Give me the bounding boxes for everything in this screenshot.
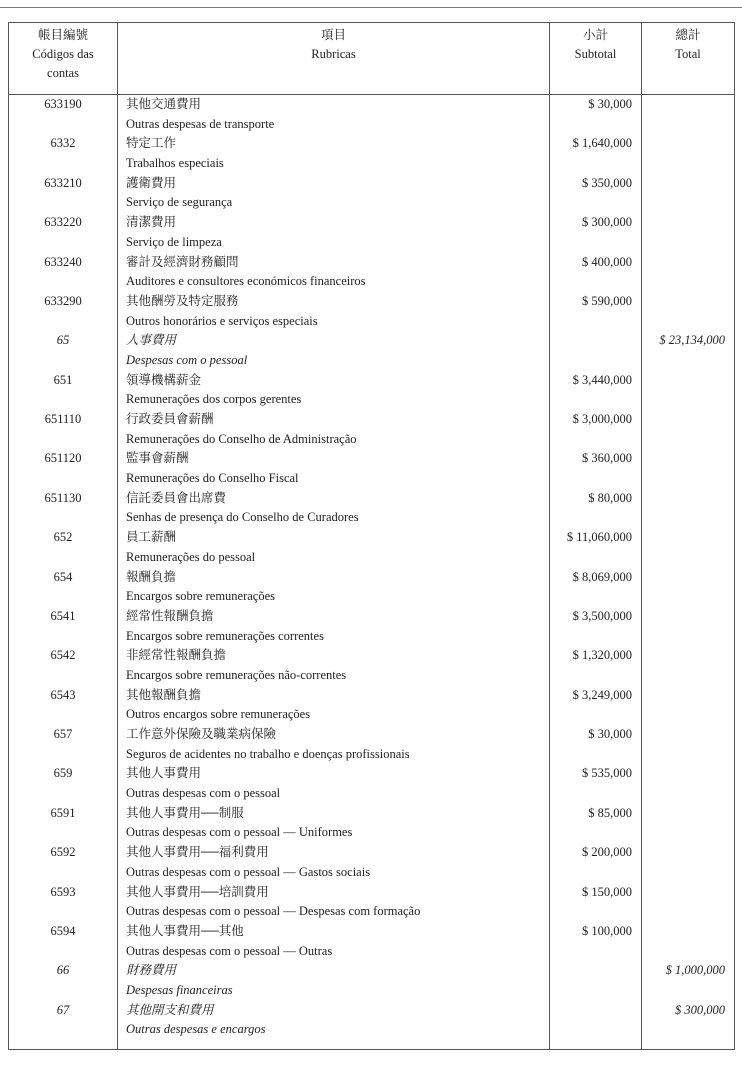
subtotal-cell (550, 213, 642, 252)
header-code-zh: 帳目編號 (37, 28, 88, 42)
total-cell (642, 686, 735, 725)
rubric-pt: Auditores e consultores económicos financeiros (126, 274, 366, 289)
rubric-zh: 人事費用 (126, 333, 177, 348)
subtotal-value: $ 80,000 (588, 490, 632, 505)
subtotal-cell (550, 922, 642, 961)
subtotal-value: $ 3,249,000 (572, 687, 632, 702)
rubric-zh: 財務費用 (126, 963, 177, 978)
header-subtotal (550, 23, 642, 95)
table-row (9, 1001, 735, 1050)
rubric-pt: Encargos sobre remunerações (126, 589, 276, 604)
account-code: 6541 (50, 608, 76, 623)
account-code: 6332 (50, 136, 76, 151)
rubric-cell (118, 371, 550, 410)
subtotal-cell (550, 489, 642, 528)
total-value (642, 843, 725, 863)
table-row (9, 489, 735, 528)
subtotal-cell (550, 410, 642, 449)
subtotal-cell (550, 174, 642, 213)
rubric-zh: 其他人事費用──制服 (126, 805, 244, 820)
total-value (642, 568, 725, 588)
account-code-cell (9, 528, 118, 567)
total-value (642, 607, 725, 627)
total-value (642, 646, 725, 666)
account-code: 659 (53, 766, 73, 781)
total-cell (642, 568, 735, 607)
table-row (9, 686, 735, 725)
rubric-zh: 護衛費用 (126, 175, 177, 190)
subtotal-cell (550, 883, 642, 922)
table-row (9, 95, 735, 135)
rubric-cell (118, 607, 550, 646)
account-code-cell (9, 686, 118, 725)
rubric-pt: Outras despesas com o pessoal — Outras (126, 943, 333, 958)
total-value (642, 686, 725, 706)
total-cell (642, 134, 735, 173)
table-row (9, 410, 735, 449)
rubric-zh: 其他人事費用──福利費用 (126, 845, 269, 860)
header-code (9, 23, 118, 95)
account-code-cell (9, 410, 118, 449)
subtotal-cell (550, 528, 642, 567)
header-rubricas (118, 23, 550, 95)
rubric-cell (118, 764, 550, 803)
rubric-pt: Trabalhos especiais (126, 156, 224, 171)
rubric-pt: Serviço de segurança (126, 195, 233, 210)
account-code: 65 (56, 333, 70, 348)
subtotal-cell (550, 1001, 642, 1050)
rubric-cell (118, 1001, 550, 1050)
subtotal-value: $ 200,000 (582, 845, 632, 860)
rubric-zh: 其他人事費用 (126, 766, 202, 781)
total-cell (642, 804, 735, 843)
total-value (642, 410, 725, 430)
total-value (642, 213, 725, 233)
rubric-pt: Remunerações do pessoal (126, 549, 256, 564)
subtotal-cell (550, 764, 642, 803)
subtotal-value: $ 150,000 (582, 884, 632, 899)
table-header (9, 23, 735, 95)
subtotal-cell (550, 134, 642, 173)
table-row (9, 568, 735, 607)
total-value (642, 764, 725, 784)
total-cell (642, 253, 735, 292)
total-value (642, 174, 725, 194)
table-row (9, 922, 735, 961)
rubric-pt: Outras despesas com o pessoal — Uniformes (126, 825, 353, 840)
account-code: 651120 (44, 451, 82, 466)
subtotal-value: $ 8,069,000 (572, 569, 632, 584)
total-value (642, 883, 725, 903)
account-code: 651110 (44, 412, 82, 426)
table-row (9, 213, 735, 252)
rubric-pt: Encargos sobre remunerações correntes (126, 628, 324, 643)
subtotal-value: $ 1,640,000 (572, 136, 632, 151)
total-cell (642, 922, 735, 961)
total-value (642, 253, 725, 273)
subtotal-cell (550, 95, 642, 135)
account-code-cell (9, 725, 118, 764)
subtotal-value: $ 535,000 (582, 766, 632, 781)
subtotal-value: $ 3,000,000 (572, 412, 632, 426)
subtotal-value (550, 1001, 632, 1021)
table-row (9, 764, 735, 803)
account-code-cell (9, 331, 118, 370)
subtotal-cell (550, 961, 642, 1000)
rubric-zh: 監事會薪酬 (126, 451, 189, 466)
rubric-zh: 其他酬勞及特定服務 (126, 293, 239, 308)
rubric-cell (118, 725, 550, 764)
account-code: 654 (53, 569, 73, 584)
total-value (642, 922, 725, 942)
table-row (9, 725, 735, 764)
total-cell (642, 607, 735, 646)
subtotal-cell (550, 646, 642, 685)
total-cell (642, 646, 735, 685)
account-code-cell (9, 253, 118, 292)
rubric-pt: Outras despesas e encargos (126, 1022, 266, 1037)
table-row (9, 253, 735, 292)
account-code: 67 (56, 1002, 70, 1017)
total-cell (642, 883, 735, 922)
rubric-pt: Remunerações do Conselho Fiscal (126, 471, 299, 486)
total-value (642, 528, 725, 548)
total-cell (642, 371, 735, 410)
total-cell (642, 95, 735, 135)
rubric-zh: 其他開支和費用 (126, 1002, 214, 1017)
rubric-cell (118, 528, 550, 567)
rubric-pt: Encargos sobre remunerações não-correntes (126, 667, 347, 682)
subtotal-value: $ 590,000 (582, 293, 632, 308)
rubric-cell (118, 410, 550, 449)
total-value: $ 23,134,000 (659, 333, 725, 348)
subtotal-cell (550, 725, 642, 764)
table-row (9, 646, 735, 685)
rubric-pt: Despesas com o pessoal (126, 352, 248, 367)
accounts-table (8, 22, 735, 1050)
table-row (9, 528, 735, 567)
account-code-cell (9, 764, 118, 803)
rubric-zh: 員工薪酬 (126, 530, 177, 545)
rubric-pt: Outras despesas de transporte (126, 116, 275, 131)
rubric-zh: 清潔費用 (126, 215, 177, 230)
table-row (9, 449, 735, 488)
rubric-cell (118, 95, 550, 135)
table-row (9, 883, 735, 922)
table-row (9, 961, 735, 1000)
rubric-pt: Outros encargos sobre remunerações (126, 707, 311, 722)
rubric-zh: 非經常性報酬負擔 (126, 648, 227, 663)
account-code-cell (9, 922, 118, 961)
table-row (9, 134, 735, 173)
total-cell (642, 292, 735, 331)
account-code: 6543 (50, 687, 76, 702)
account-code-cell (9, 646, 118, 685)
account-code-cell (9, 1001, 118, 1050)
rubric-cell (118, 292, 550, 331)
rubric-cell (118, 843, 550, 882)
account-code: 633240 (44, 254, 82, 269)
rubric-zh: 其他交通費用 (126, 97, 202, 111)
subtotal-value: $ 3,440,000 (572, 372, 632, 387)
rubric-zh: 信託委員會出席費 (126, 490, 227, 505)
subtotal-value: $ 85,000 (588, 805, 632, 820)
rubric-zh: 報酬負擔 (126, 569, 177, 584)
subtotal-value: $ 400,000 (582, 254, 632, 269)
subtotal-cell (550, 607, 642, 646)
account-code-cell (9, 95, 118, 135)
table-row (9, 804, 735, 843)
subtotal-cell (550, 449, 642, 488)
account-code: 651 (53, 372, 73, 387)
rubric-zh: 行政委員會薪酬 (126, 412, 214, 426)
rubric-pt: Outros honorários e serviços especiais (126, 313, 318, 328)
account-code: 6591 (50, 805, 76, 820)
total-cell (642, 489, 735, 528)
account-code-cell (9, 174, 118, 213)
rubric-cell (118, 883, 550, 922)
total-value (642, 292, 725, 312)
rubric-pt: Outras despesas com o pessoal — Despesas com formação (126, 904, 421, 919)
rubric-zh: 其他人事費用──其他 (126, 923, 244, 938)
rubric-cell (118, 568, 550, 607)
account-code: 651130 (44, 490, 82, 505)
rubric-cell (118, 646, 550, 685)
table-row (9, 843, 735, 882)
account-code-cell (9, 607, 118, 646)
top-rule (0, 7, 742, 8)
account-code: 6592 (50, 845, 76, 860)
rubric-cell (118, 134, 550, 173)
table-row (9, 292, 735, 331)
subtotal-value: $ 360,000 (582, 451, 632, 466)
subtotal-value (550, 331, 632, 351)
header-code-pt: Códigos das (32, 47, 94, 61)
header-tot-zh: 總計 (675, 28, 701, 42)
subtotal-cell (550, 686, 642, 725)
rubric-pt: Despesas financeiras (126, 982, 233, 997)
account-code-cell (9, 843, 118, 882)
total-cell (642, 961, 735, 1000)
subtotal-cell (550, 568, 642, 607)
subtotal-cell (550, 843, 642, 882)
total-value (642, 804, 725, 824)
subtotal-value: $ 100,000 (582, 923, 632, 938)
account-code: 6594 (50, 923, 76, 938)
total-cell (642, 410, 735, 449)
rubric-zh: 經常性報酬負擔 (126, 608, 214, 623)
account-code-cell (9, 883, 118, 922)
total-cell (642, 843, 735, 882)
header-code-pt-2: contas (47, 66, 79, 80)
table-row (9, 371, 735, 410)
total-cell (642, 213, 735, 252)
rubric-cell (118, 686, 550, 725)
header-sub-zh: 小計 (582, 28, 608, 42)
subtotal-cell (550, 331, 642, 370)
rubric-pt: Serviço de limpeza (126, 234, 222, 249)
total-cell (642, 331, 735, 370)
account-code-cell (9, 961, 118, 1000)
rubric-pt: Remunerações dos corpos gerentes (126, 392, 302, 407)
subtotal-value: $ 300,000 (582, 215, 632, 230)
rubric-cell (118, 489, 550, 528)
rubric-zh: 其他報酬負擔 (126, 687, 202, 702)
subtotal-value: $ 30,000 (588, 97, 632, 111)
account-code: 633190 (44, 97, 82, 111)
total-value (642, 725, 725, 745)
rubric-zh: 特定工作 (126, 136, 177, 151)
total-value (642, 371, 725, 391)
rubric-zh: 領導機構薪金 (126, 372, 202, 387)
account-code: 66 (56, 963, 70, 978)
rubric-cell (118, 961, 550, 1000)
account-code-cell (9, 292, 118, 331)
total-value (642, 134, 725, 154)
header-rub-pt: Rubricas (311, 47, 356, 61)
subtotal-value: $ 11,060,000 (566, 530, 632, 545)
account-code: 633210 (44, 175, 82, 190)
rubric-pt: Seguros de acidentes no trabalho e doenças profissionais (126, 746, 410, 761)
rubric-cell (118, 213, 550, 252)
rubric-cell (118, 174, 550, 213)
subtotal-cell (550, 804, 642, 843)
subtotal-value (550, 961, 632, 981)
account-code-cell (9, 371, 118, 410)
total-cell (642, 725, 735, 764)
subtotal-cell (550, 253, 642, 292)
rubric-cell (118, 922, 550, 961)
subtotal-value: $ 1,320,000 (572, 648, 632, 663)
account-code: 657 (53, 727, 73, 741)
rubric-pt: Senhas de presença do Conselho de Curadores (126, 510, 359, 525)
account-code: 6593 (50, 884, 76, 899)
account-code: 633220 (44, 215, 82, 230)
account-code-cell (9, 804, 118, 843)
rubric-cell (118, 804, 550, 843)
account-code-cell (9, 213, 118, 252)
rubric-zh: 審計及經濟財務顧問 (126, 254, 239, 269)
total-cell (642, 764, 735, 803)
total-cell (642, 1001, 735, 1050)
account-code-cell (9, 134, 118, 173)
total-value: $ 300,000 (675, 1002, 725, 1017)
account-code: 633290 (44, 293, 82, 308)
total-value (642, 449, 725, 469)
subtotal-cell (550, 371, 642, 410)
table-row (9, 607, 735, 646)
rubric-pt: Outras despesas com o pessoal (126, 786, 281, 801)
rubric-zh: 其他人事費用──培訓費用 (126, 884, 269, 899)
total-cell (642, 528, 735, 567)
header-sub-pt: Subtotal (574, 47, 617, 61)
table-row (9, 331, 735, 370)
header-tot-pt: Total (675, 47, 701, 61)
total-value: $ 1,000,000 (665, 963, 725, 978)
subtotal-value: $ 350,000 (582, 175, 632, 190)
account-code-cell (9, 568, 118, 607)
header-rub-zh: 項目 (320, 28, 346, 42)
account-code: 6542 (50, 648, 76, 663)
rubric-cell (118, 253, 550, 292)
account-code-cell (9, 449, 118, 488)
rubric-pt: Outras despesas com o pessoal — Gastos sociais (126, 864, 371, 879)
subtotal-value: $ 30,000 (588, 727, 632, 741)
rubric-cell (118, 449, 550, 488)
subtotal-cell (550, 292, 642, 331)
rubric-pt: Remunerações do Conselho de Administração (126, 431, 357, 446)
total-cell (642, 174, 735, 213)
total-value (642, 95, 725, 115)
total-cell (642, 449, 735, 488)
rubric-zh: 工作意外保險及職業病保險 (126, 727, 277, 741)
total-value (642, 489, 725, 509)
rubric-cell (118, 331, 550, 370)
subtotal-value: $ 3,500,000 (572, 608, 632, 623)
account-code: 652 (53, 530, 73, 545)
header-total (642, 23, 735, 95)
table-row (9, 174, 735, 213)
account-code-cell (9, 489, 118, 528)
